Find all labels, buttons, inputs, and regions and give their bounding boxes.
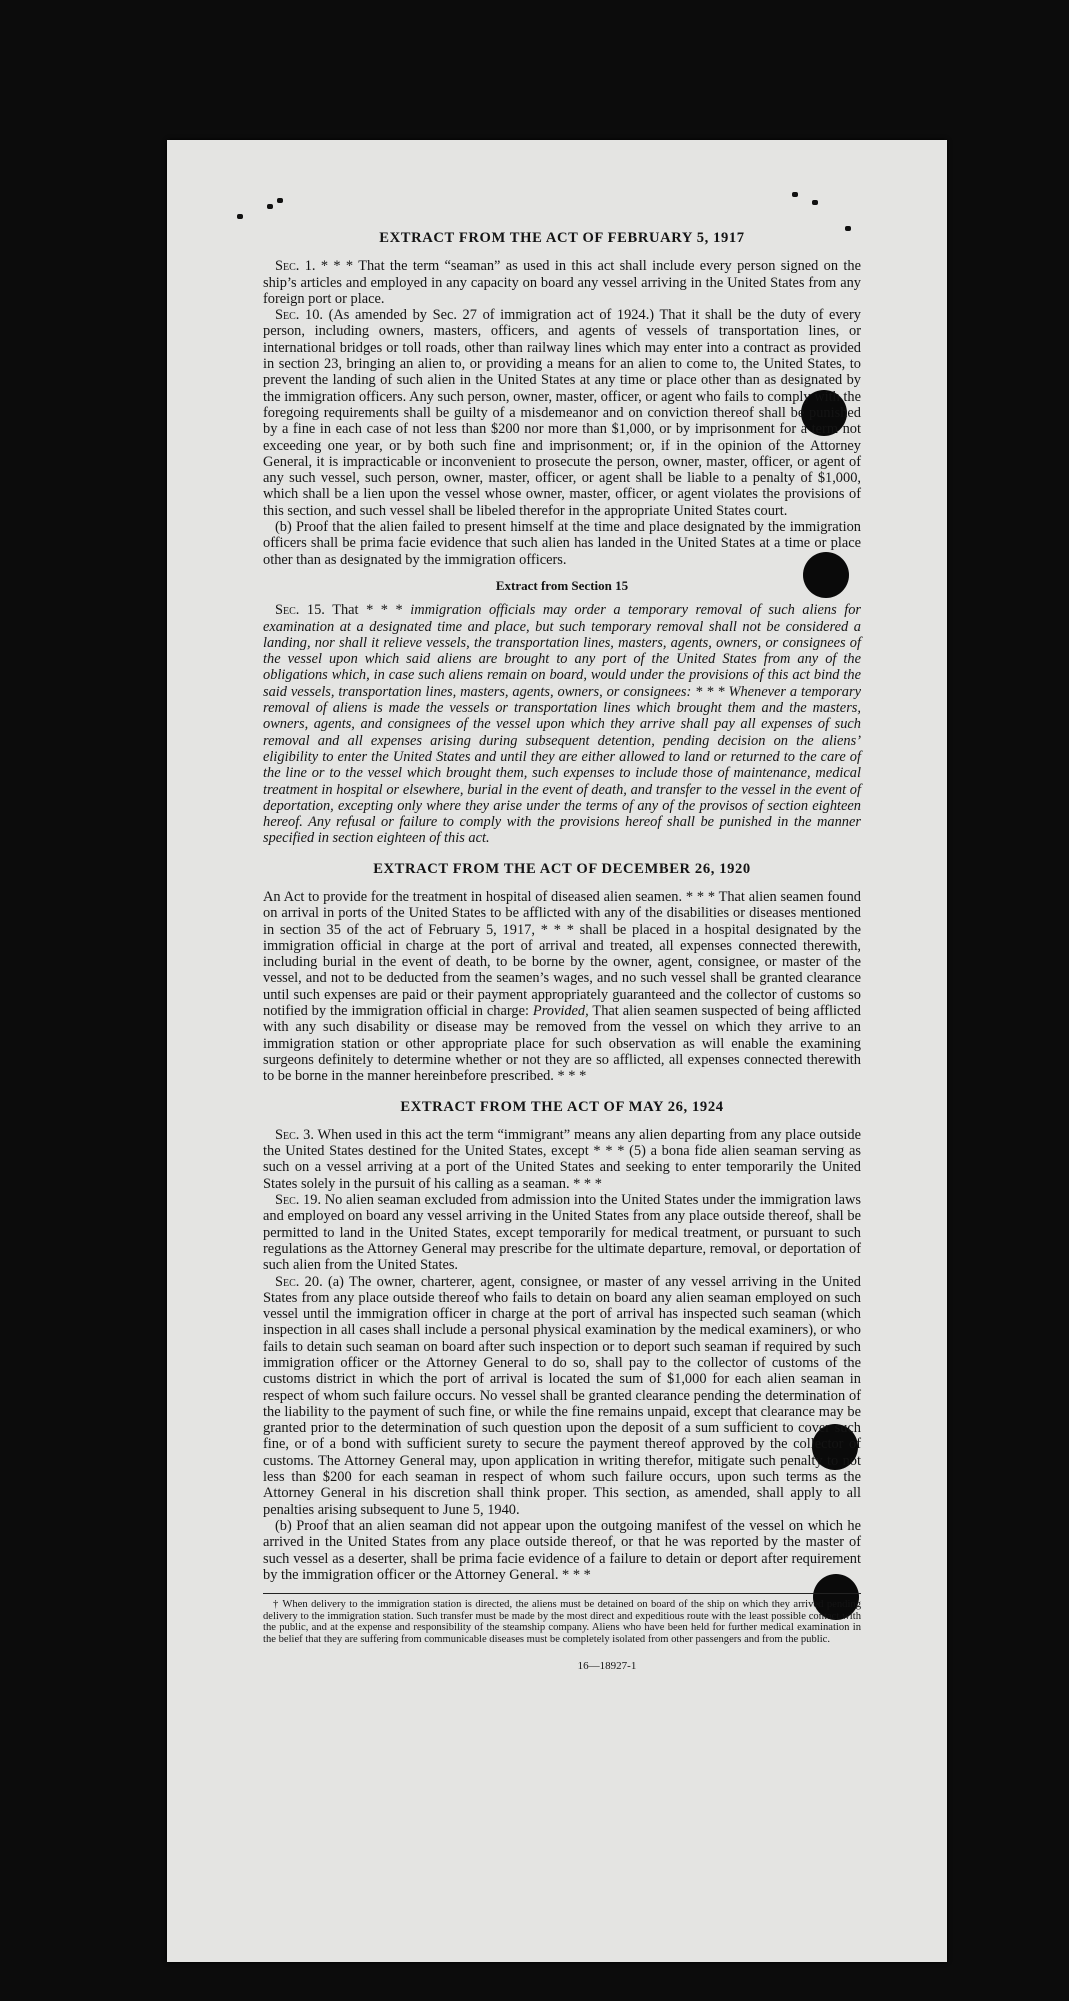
section-text: (As amended by Sec. 27 of immigration act of 1924.) That it shall be the duty of every person, including owners, masters, officers, and agents of vessels of transportation lines, or international bridges or toll roads, other than railway lines which may enter into a contract as provided in section 23, bringing an alien to, or providing a means for an alien to come to, the United States, to prevent the landing of such alien in the United States at any time or place other than as designated by the immigration officers. Any such person, owner, master, officer, or agent who fails to comply with the foregoing requirements shall be guilty of a misdemeanor and on conviction thereof shall be punished by a fine in each case of not less than $200 nor more than $1,000, or by imprisonment for a term not exceeding one year, or by both such fine and imprisonment; or, if in the opinion of the Attorney General, it is impracticable or inconvenient to prosecute the person, owner, master, officer, or agent of any such vessel, such person, owner, master, officer, or agent shall be liable to a penalty of $1,000, which shall be a lien upon the vessel whose owner, master, officer, or agent violates the provisions of this section, and such vessel shall be libeled therefor in the appropriate United States court.: [263, 307, 861, 519]
form-code: 16—18927-1: [577, 1659, 637, 1672]
speck: [267, 204, 273, 209]
speck: [812, 200, 818, 205]
section-20: [263, 1274, 861, 1518]
section-label: Sec. 20.: [275, 1273, 323, 1290]
section-text: When used in this act the term “immigrant” means any alien departing from any place outside the United States destined for the United States, except * * * (5) a bona fide alien seaman serving as such on a vessel arriving at a port of the United States and seeking to enter temporarily the United States solely in the pursuit of his calling as a seaman. * * *: [263, 1126, 861, 1192]
section-3: [263, 1127, 861, 1192]
section-15: [263, 602, 861, 846]
act-1920-text-b: That alien seamen suspected of being afflicted with any such disability or disease may be removed from the vessel on which they arrive to an immigration station or other appropriate place for such observation as will enable the examining surgeons definitely to determine whether or not they are so afflicted, all expenses connected therewith to be borne in the manner hereinbefore prescribed. * * *: [263, 1003, 862, 1085]
heading-act-1920: EXTRACT FROM THE ACT OF DECEMBER 26, 1920: [373, 860, 751, 877]
section-1: [263, 258, 861, 307]
section-19: [263, 1192, 861, 1273]
provided-label: Provided,: [532, 1003, 589, 1020]
heading-act-1917: EXTRACT FROM THE ACT OF FEBRUARY 5, 1917: [379, 230, 745, 246]
speck: [237, 214, 243, 219]
section-label: Sec. 1.: [275, 258, 316, 275]
document-content: [263, 230, 861, 1674]
section-label: Sec. 10.: [275, 307, 323, 324]
section-text: * * * That the term “seaman” as used in this act shall include every person signed on the ship’s articles and employed in any capacity on board any vessel arriving in the United States from any foreign port or place.: [263, 258, 861, 307]
heading-act-1924: EXTRACT FROM THE ACT OF MAY 26, 1924: [400, 1098, 724, 1115]
footnote: † When delivery to the immigration station is directed, the aliens must be detained on board of the ship on which they arrived pending delivery to the immigration station. Such transfer must be made by the most direct and expeditious route with the least possible contact with the public, and at the expense and responsibility of the steamship company. Aliens who have been held for further medical examination in the belief that they are suffering from communicable diseases must be completely isolated from other passengers and from the public.: [263, 1599, 861, 1645]
speck: [792, 192, 798, 197]
footnote-divider: [263, 1593, 861, 1594]
section-lead: That * * *: [332, 602, 403, 619]
section-text: immigration officials may order a temporary removal of such aliens for examination at a designated time and place, but such temporary removal shall not be considered a landing, nor shall it relieve vessels, the transportation lines, masters, agents, owners, or consignees of the vessel upon which said aliens are brought to any port of the United States from any of the obligations which, in case such aliens remain on board, would under the provisions of this act bind the said vessels, transportation lines, masters, agents, owners, or consignees: * * * Whenever a temporary removal of aliens is made the vessels or transportation lines which brought them and the masters, owners, agents, and consignees of the vessel upon which they arrive shall pay all expenses of such removal and all expenses arising during subsequent detention, pending decision on the aliens’ eligibility to enter the United States and until they are either allowed to land or returned to the care of the line or to the vessel which brought them, such expenses to include those of maintenance, medical treatment in hospital or elsewhere, burial in the event of death, and transfer to the vessel in the event of deportation, excepting only where they arise under the terms of any of the provisos of section eighteen hereof. Any refusal or failure to comply with the provisions hereof shall be punished in the manner specified in section eighteen of this act.: [263, 602, 861, 847]
section-label: Sec. 19.: [275, 1192, 322, 1209]
section-label: Sec. 15.: [275, 602, 325, 619]
heading-section-15: Extract from Section 15: [495, 577, 629, 593]
section-10: [263, 307, 861, 519]
section-text: (a) The owner, charterer, agent, consignee, or master of any vessel arriving in the United States from any place outside thereof who fails to detain on board any alien seaman employed on such vessel until the immigration officer in charge at the port of arrival has inspected such seaman (which inspection in all cases shall include a personal physical examination by the medical examiners), or who fails to detain such seaman on board after such inspection or to deport such seaman if required by such immigration officer or the Attorney General to do so, shall pay to the collector of customs of the customs district in which the port of arrival is located the sum of $1,000 for each alien seaman in respect of whom such failure occurs. No vessel shall be granted clearance pending the determination of the liability to the payment of such fine, or while the fine remains unpaid, except that clearance may be granted prior to the determination of such question upon the deposit of a sum sufficient to cover such fine, or of a bond with sufficient surety to secure the payment thereof approved by the collector of customs. The Attorney General may, upon application in writing therefor, mitigate such penalty to not less than $200 for each seaman in respect of whom such failure occurs, upon such terms as the Attorney General in his discretion shall think proper. This section, as amended, shall apply to all penalties arising subsequent to June 5, 1940.: [263, 1273, 861, 1518]
speck: [277, 198, 283, 203]
act-1920-text-a: An Act to provide for the treatment in hospital of diseased alien seamen. * * * That alien seamen found on arrival in ports of the United States to be afflicted with any of the disabilities or diseases mentioned in section 35 of the act of February 5, 1917, * * * shall be placed in a hospital designated by the immigration official in charge at the port of arrival and treated, all expenses connected therewith, including burial in the event of death, to be borne by the owner, agent, consignee, or master of the vessel, and not to be deducted from the seamen’s wages, and no such vessel shall be granted clearance until such expenses are paid or their payment appropriately guaranteed and the collector of customs so notified by the immigration official in charge:: [263, 888, 861, 1020]
act-1920-text: [263, 889, 861, 1085]
section-label: Sec. 3.: [275, 1126, 314, 1143]
section-20-b: (b) Proof that an alien seaman did not appear upon the outgoing manifest of the vessel on which he arrived in the United States from any place outside thereof, or that he was reported by the master of such vessel as a deserter, shall be prima facie evidence of a failure to detain or deport after requirement by the immigration officer or the Attorney General. * * *: [263, 1517, 861, 1583]
section-10-b: (b) Proof that the alien failed to present himself at the time and place designated by the immigration officers shall be prima facie evidence that such alien has landed in the United States at a time or place other than as designated by the immigration officers.: [263, 519, 861, 568]
document-page: [167, 140, 947, 1962]
section-text: No alien seaman excluded from admission into the United States under the immigration laws and employed on board any vessel arriving in the United States from any place outside thereof, shall be permitted to land in the United States, except temporarily for medical treatment, or pursuant to such regulations as the Attorney General may prescribe for the ultimate departure, removal, or deportation of such alien from the United States.: [263, 1192, 861, 1274]
